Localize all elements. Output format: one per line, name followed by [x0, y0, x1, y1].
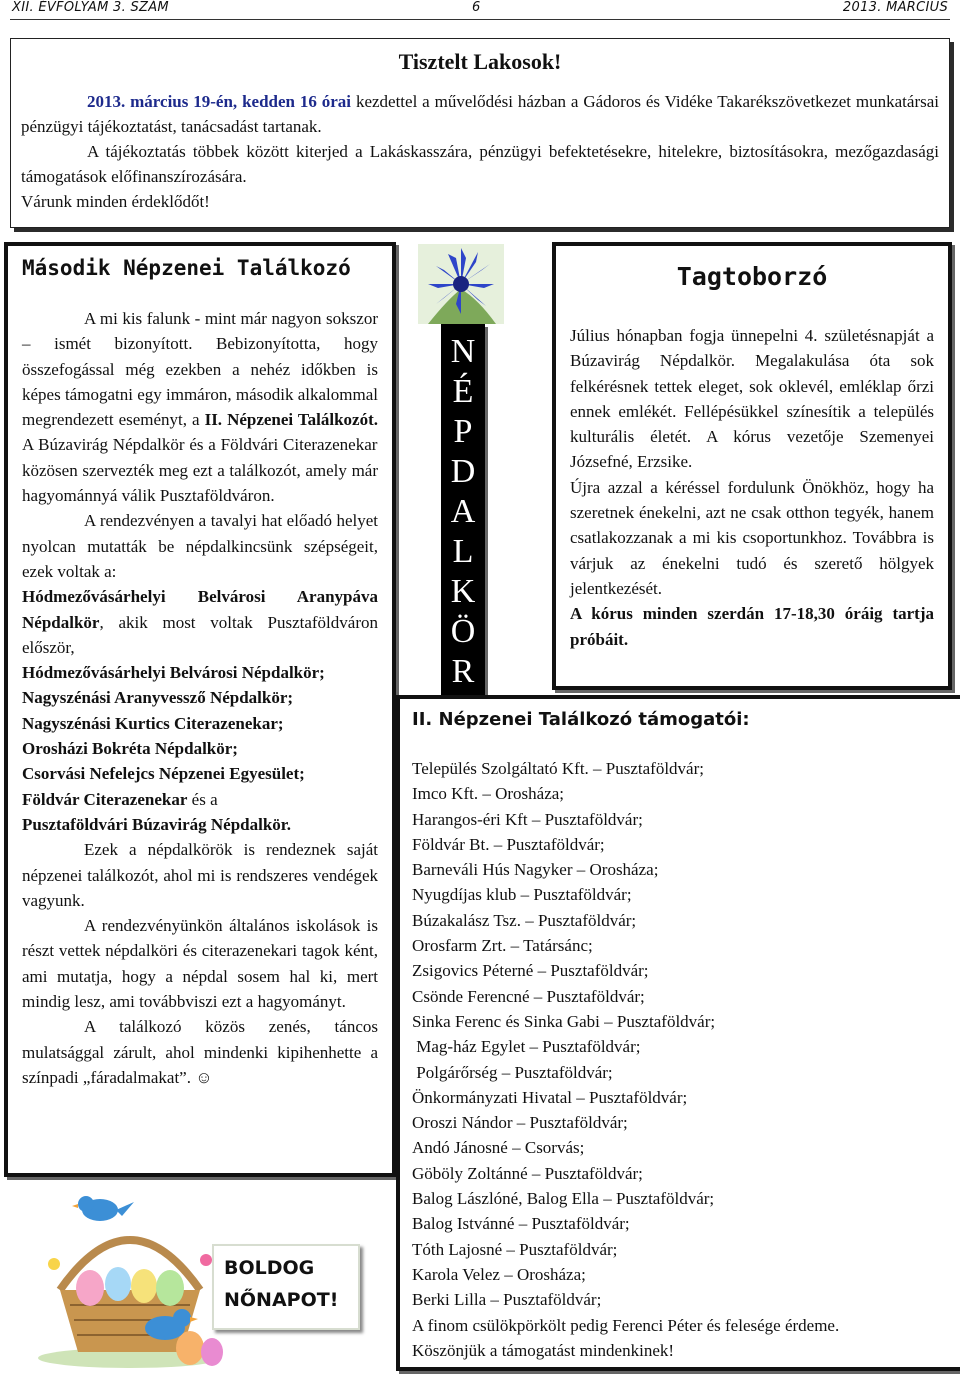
list-item: Göböly Zoltánné – Pusztaföldvár;	[412, 1163, 643, 1183]
list-item: Balog Lászlóné, Balog Ella – Pusztaföldvár;	[412, 1189, 715, 1209]
easter-basket-image	[30, 1180, 230, 1370]
vertical-letter: D	[450, 453, 476, 490]
list-item: Zsigovics Péterné – Pusztaföldvár;	[412, 961, 649, 981]
vertical-letter: A	[450, 493, 476, 530]
list-item: Település Szolgáltató Kft. – Pusztaföldvár;	[412, 759, 704, 778]
vertical-letter: R	[451, 653, 475, 690]
group-1-note: , akik most voltak Pusztaföldváron először,	[22, 612, 378, 657]
list-item: Sinka Ferenc és Sinka Gabi – Pusztaföldvár;	[412, 1011, 716, 1031]
notice-paragraph-3: Várunk minden érdeklődőt!	[21, 192, 210, 211]
group-7	[22, 787, 378, 812]
greeting-line-1: BOLDOG	[224, 1257, 315, 1279]
list-item: Harangos-éri Kft – Pusztaföldvár;	[412, 809, 643, 829]
notice-paragraph-1	[21, 89, 939, 139]
folk-paragraph-3: Ezek a népdalkörök is rendeznek saját népzenei találkozót, ahol mi is rendszeres vendégek vagyunk.	[22, 840, 378, 910]
notice-title: Tisztelt Lakosok!	[398, 49, 562, 74]
group-7-note: és a	[187, 789, 218, 809]
list-item: Oroszi Nándor – Pusztaföldvár;	[412, 1113, 628, 1133]
notice-box	[10, 38, 950, 228]
folk-text-1-bold: II. Népzenei Találkozót.	[204, 410, 378, 430]
list-item: Tóth Lajosné – Pusztaföldvár;	[412, 1239, 618, 1259]
vertical-letter: Ö	[450, 613, 476, 650]
folk-meeting-article	[4, 242, 396, 1177]
group-2-name: Hódmezővásárhelyi Belvárosi Népdalkör;	[22, 663, 325, 683]
group-3-name: Nagyszénási Aranyvessző Népdalkör;	[22, 688, 294, 708]
list-item: Orosfarm Zrt. – Tatársánc;	[412, 936, 593, 956]
header-date: 2013. MÁRCIUS	[842, 0, 948, 15]
group-7-name: Földvár Citerazenekar	[22, 789, 188, 809]
list-item: Önkormányzati Hivatal – Pusztaföldvár;	[412, 1087, 688, 1107]
list-item: Búzakalász Tsz. – Pusztaföldvár;	[412, 910, 637, 930]
rehearsal-time: A kórus minden szerdán 17-18,30 óráig tartja próbáit.	[570, 604, 934, 649]
folk-paragraph-2: A rendezvényen a tavalyi hat előadó helyet nyolcan mutatták be népdalkincsünk szépségeit, ezek voltak a:	[22, 511, 378, 581]
vertical-letter: L	[452, 533, 474, 570]
group-4	[22, 711, 378, 736]
header-issue: XII. ÉVFOLYAM 3. SZÁM	[12, 0, 169, 15]
list-item: Berki Lilla – Pusztaföldvár;	[412, 1290, 602, 1310]
list-item: Földvár Bt. – Pusztaföldvár;	[412, 834, 605, 854]
folk-text-1b: A Búzavirág Népdalkör és a Földvári Citerazenekar közösen szervezték meg ezt a találkozót, amely már hagyománnyá válik Pusztaföldváron.	[22, 435, 378, 506]
group-2	[22, 660, 378, 685]
notice-date-highlight: 2013. március 19-én, kedden 16 órai	[87, 92, 352, 111]
list-item: Barneváli Hús Nagyker – Orosháza;	[412, 860, 659, 880]
header-divider	[10, 19, 950, 20]
folk-paragraph-5: A találkozó közös zenés, táncos mulatsággal zárult, ahol mindenki kipihenhette a színpadi „fáradalmakat”. ☺	[22, 1017, 378, 1087]
recruitment-paragraph-2: Újra azzal a kéréssel fordulunk Önökhöz, hogy ha szeretnek énekelni, azt ne csak otthon tegyék, hanem csatlakozzanak a mi kis csoportunkhoz. Továbbra is várjuk az énekelni tudó és szerető hölgyek jelentkezését.	[570, 477, 934, 598]
list-item: Mag-ház Egylet – Pusztaföldvár;	[412, 1037, 641, 1057]
group-1-name: Hódmezővásárhelyi Belvárosi Aranypáva Népdalkör	[22, 587, 378, 632]
group-4-name: Nagyszénási Kurtics Citerazenekar;	[22, 713, 284, 733]
group-8	[22, 812, 378, 837]
list-item: Andó Jánosné – Csorvás;	[412, 1138, 585, 1158]
group-6-name: Csorvási Nefelejcs Népzenei Egyesület;	[22, 764, 305, 784]
nepdalkor-strip	[418, 244, 504, 690]
supporters-title: II. Népzenei Találkozó támogatói:	[412, 709, 750, 730]
notice-paragraph-2: A tájékoztatás többek között kiterjed a Lakáskasszára, pénzügyi befektetésekre, hitelekre, biztosításokra, mezőgazdasági támogatások előfinanszírozására.	[21, 142, 939, 186]
list-item: A finom csülökpörkölt pedig Ferenci Péter és felesége érdeme.	[412, 1315, 840, 1335]
group-5-name: Orosházi Bokréta Népdalkör;	[22, 739, 238, 759]
list-item: Karola Velez – Orosháza;	[412, 1264, 586, 1284]
folk-meeting-title: Második Népzenei Találkozó	[22, 256, 351, 280]
greeting-line-2: NŐNAPOT!	[224, 1289, 339, 1311]
supporters-box	[396, 695, 960, 1371]
notice-text-1: kezdettel a művelődési házban a Gádoros és Vidéke Takarékszövetkezet munkatársai pénzügyi tájékoztatást, tanácsadást tartanak.	[21, 92, 939, 136]
list-item: Polgárőrség – Pusztaföldvár;	[412, 1062, 613, 1082]
group-6	[22, 761, 378, 786]
recruitment-paragraph-3	[570, 601, 934, 652]
list-item: Balog Istvánné – Pusztaföldvár;	[412, 1214, 630, 1234]
group-5	[22, 736, 378, 761]
list-item: Csönde Ferencné – Pusztaföldvár;	[412, 986, 645, 1006]
folk-text-1a: A mi kis falunk - mint már nagyon sokszor – ismét bizonyított. Bebizonyította, hogy összefogással még ezekben a nehéz időkben is képes támogatni egy immáron, második alkalommal megrendezett eseményt, a	[22, 309, 378, 430]
cornflower-image	[418, 244, 504, 324]
recruitment-title: Tagtoborzó	[676, 262, 828, 291]
cornflower-icon	[418, 244, 504, 324]
list-item: Köszönjük a támogatást mindenkinek!	[412, 1340, 675, 1360]
womens-day-greeting	[212, 1244, 360, 1330]
easter-basket-icon	[30, 1180, 230, 1370]
folk-paragraph-4: A rendezvényünkön általános iskolások is részt vettek népdalköri és citerazenekari tagok ként, ami mutatja, hogy a népdal sosem hal ki, mert mindig lesz, ami továbbviszi ezt a hagyományt.	[22, 916, 378, 1012]
list-item: Imco Kft. – Orosháza;	[412, 784, 565, 804]
vertical-letter: É	[452, 373, 474, 410]
recruitment-box	[552, 242, 952, 690]
vertical-letter: K	[450, 573, 476, 610]
group-1	[22, 584, 378, 660]
recruitment-paragraph-1: Július hónapban fogja ünnepelni 4. születésnapját a Búzavirág Népdalkör. Megalakulása óta sok felkérésnek tettek eleget, sok oklevél, emléklap őrzi ennek emlékét. Fellépésükkel színesítik a település kulturális életét. A kórus vezetője Szemenyei Józsefné, Erzsike.	[570, 326, 934, 472]
page-number: 6	[472, 0, 481, 15]
group-3	[22, 685, 378, 710]
vertical-letter: N	[450, 333, 476, 370]
supporters-list	[412, 756, 956, 1363]
folk-paragraph-1	[22, 306, 378, 508]
list-item: Nyugdíjas klub – Pusztaföldvár;	[412, 885, 632, 905]
vertical-letter: P	[453, 413, 473, 450]
group-8-name: Pusztaföldvári Búzavirág Népdalkör.	[22, 814, 292, 834]
